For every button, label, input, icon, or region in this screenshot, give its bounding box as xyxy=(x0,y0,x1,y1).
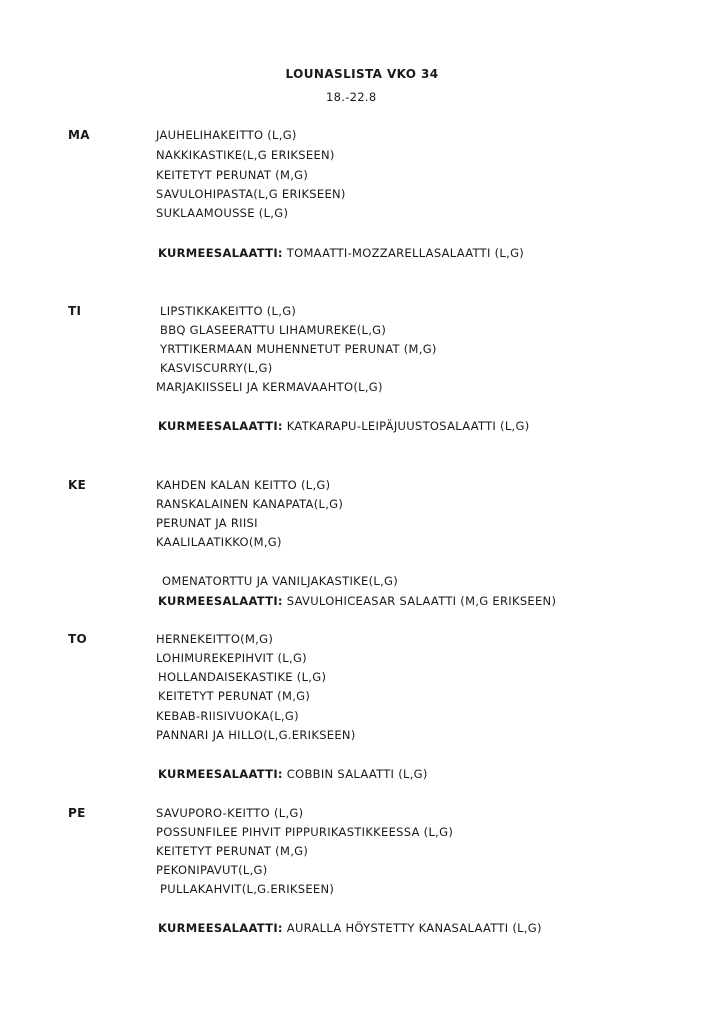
salad-line xyxy=(158,767,428,781)
salad-line xyxy=(158,921,542,935)
menu-item: MARJAKIISSELI JA KERMAVAAHTO(L,G) xyxy=(156,380,383,394)
day-label-ma: MA xyxy=(68,128,90,142)
salad-line xyxy=(158,594,556,608)
menu-item: NAKKIKASTIKE(L,G ERIKSEEN) xyxy=(156,148,335,162)
menu-item: KEITETYT PERUNAT (M,G) xyxy=(156,844,309,858)
salad-name: COBBIN SALAATTI (L,G) xyxy=(286,767,428,781)
menu-item: SAVULOHIPASTA(L,G ERIKSEEN) xyxy=(156,187,346,201)
menu-item: JAUHELIHAKEITTO (L,G) xyxy=(156,128,297,142)
menu-item: RANSKALAINEN KANAPATA(L,G) xyxy=(156,497,344,511)
day-label-ti: TI xyxy=(68,304,82,318)
menu-dates: 18.-22.8 xyxy=(326,90,377,104)
menu-item: HERNEKEITTO(M,G) xyxy=(156,632,274,646)
salad-name: TOMAATTI-MOZZARELLASALAATTI (L,G) xyxy=(286,246,525,260)
menu-item: KAHDEN KALAN KEITTO (L,G) xyxy=(156,478,331,492)
menu-item: PULLAKAHVIT(L,G.ERIKSEEN) xyxy=(160,882,335,896)
menu-title: LOUNASLISTA VKO 34 xyxy=(285,67,439,81)
menu-item: BBQ GLASEERATTU LIHAMUREKE(L,G) xyxy=(160,323,387,337)
salad-label: KURMEESALAATTI: xyxy=(158,921,283,935)
salad-name: SAVULOHICEASAR SALAATTI (M,G ERIKSEEN) xyxy=(286,594,557,608)
menu-item: KASVISCURRY(L,G) xyxy=(160,361,273,375)
salad-label: KURMEESALAATTI: xyxy=(158,767,283,781)
menu-item: SUKLAAMOUSSE (L,G) xyxy=(156,206,289,220)
menu-item: KAALILAATIKKO(M,G) xyxy=(156,535,282,549)
day-label-ke: KE xyxy=(68,478,87,492)
menu-item: SAVUPORO-KEITTO (L,G) xyxy=(156,806,304,820)
salad-line xyxy=(158,419,530,433)
day-label-to: TO xyxy=(68,632,87,646)
menu-item: KEITETYT PERUNAT (M,G) xyxy=(156,168,309,182)
salad-label: KURMEESALAATTI: xyxy=(158,594,283,608)
dessert-item: OMENATORTTU JA VANILJAKASTIKE(L,G) xyxy=(162,574,399,588)
salad-label: KURMEESALAATTI: xyxy=(158,246,283,260)
menu-item: YRTTIKERMAAN MUHENNETUT PERUNAT (M,G) xyxy=(160,342,437,356)
salad-name: KATKARAPU-LEIPÄJUUSTOSALAATTI (L,G) xyxy=(286,419,530,433)
menu-item: PERUNAT JA RIISI xyxy=(156,516,258,530)
menu-item: LIPSTIKKAKEITTO (L,G) xyxy=(160,304,297,318)
salad-label: KURMEESALAATTI: xyxy=(158,419,283,433)
menu-item: LOHIMUREKEPIHVIT (L,G) xyxy=(156,651,307,665)
menu-item: POSSUNFILEE PIHVIT PIPPURIKASTIKKEESSA (L,G) xyxy=(156,825,454,839)
menu-item: HOLLANDAISEKASTIKE (L,G) xyxy=(158,670,327,684)
day-label-pe: PE xyxy=(68,806,86,820)
menu-item: KEITETYT PERUNAT (M,G) xyxy=(158,689,311,703)
menu-item: KEBAB-RIISIVUOKA(L,G) xyxy=(156,709,299,723)
salad-line xyxy=(158,246,524,260)
salad-name: AURALLA HÖYSTETTY KANASALAATTI (L,G) xyxy=(286,921,542,935)
menu-item: PEKONIPAVUT(L,G) xyxy=(156,863,268,877)
menu-item: PANNARI JA HILLO(L,G.ERIKSEEN) xyxy=(156,728,356,742)
